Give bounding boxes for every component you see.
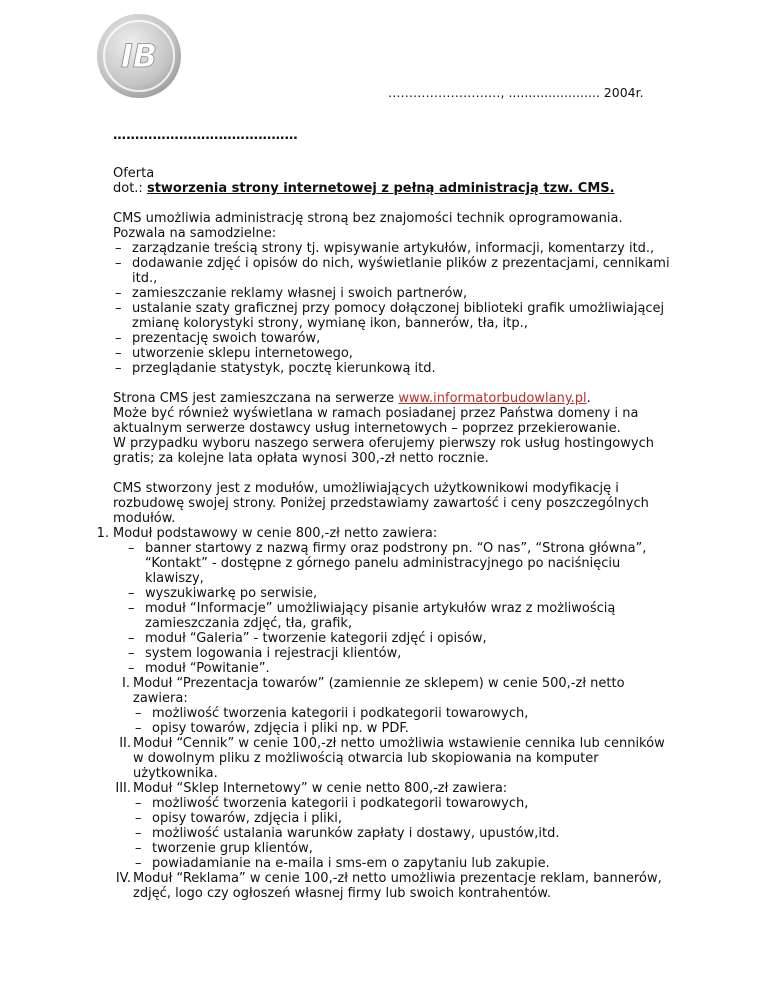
recipient-dots: …………………………………… [113, 128, 298, 143]
module-number: 1. [96, 526, 109, 541]
list-item: – moduł “Powitanie”. [126, 661, 673, 676]
module-title: Moduł “Cennik” w cenie 100,-zł netto umożliwia wstawienie cennika lub cenników w dowolnym pliku z możliwością otwarcia lub skopiowania na komputer użytkownika. [133, 736, 665, 781]
list-item: – moduł “Galeria” - tworzenie kategorii zdjęć i opisów, [126, 631, 673, 646]
list-item: – banner startowy z nazwą firmy oraz podstrony pn. “O nas”, “Strona główna”, “Kontakt” - dostępne z górnego panelu administracyjnego po naciśnięciu klawiszy, [126, 541, 673, 586]
list-item: – zarządzanie treścią strony tj. wpisywanie artykułów, informacji, komentarzy itd., [113, 241, 673, 256]
list-item: – przeglądanie statystyk, pocztę kierunkową itd. [113, 361, 673, 376]
modules-intro: CMS stworzony jest z modułów, umożliwiających użytkownikowi modyfikację i rozbudowę swojej strony. Poniżej przedstawiamy zawartość i ceny poszczególnych modułów. [113, 481, 649, 526]
list-item: – możliwość tworzenia kategorii i podkategorii towarowych, [133, 796, 673, 811]
module-number: IV. [115, 871, 131, 886]
module-price-list [113, 736, 673, 781]
list-item: – dodawanie zdjęć i opisów do nich, wyświetlanie plików z prezentacjami, cennikami itd., [113, 256, 673, 286]
hosting-line-2: Może być również wyświetlana w ramach posiadanej przez Państwa domeny i na aktualnym serwerze dostawcy usług internetowych – poprzez przekierowanie. [113, 406, 639, 436]
server-link[interactable]: www.informatorbudowlany.pl [398, 391, 587, 406]
subject-prefix: dot.: [113, 181, 147, 196]
place-date-line: ………………………, ....................... 2004r. [388, 85, 644, 100]
module-advertising [113, 871, 673, 901]
module-product-presentation-list [133, 706, 673, 736]
hosting-prefix: Strona CMS jest zamieszczana na serwerze [113, 391, 399, 406]
list-item: – możliwość tworzenia kategorii i podkategorii towarowych, [133, 706, 673, 721]
subject-text: stworzenia strony internetowej z pełną administracją tzw. CMS. [146, 181, 615, 196]
offer-title: Oferta [113, 166, 155, 181]
list-item: – system logowania i rejestracji klientów, [126, 646, 673, 661]
features-intro-2: Pozwala na samodzielne: [113, 226, 277, 241]
module-title: Moduł “Sklep Internetowy” w cenie netto 800,-zł zawiera: [133, 781, 508, 796]
hosting-suffix: . [586, 391, 591, 406]
list-item: – zamieszczanie reklamy własnej i swoich partnerów, [113, 286, 673, 301]
module-title: Moduł podstawowy w cenie 800,-zł netto zawiera: [113, 526, 438, 541]
list-item: – utworzenie sklepu internetowego, [113, 346, 673, 361]
module-title: Moduł “Prezentacja towarów” (zamiennie ze sklepem) w cenie 500,-zł netto zawiera: [133, 676, 625, 706]
logo-text: IB [120, 37, 158, 75]
company-logo [96, 13, 182, 99]
list-item: – powiadamianie na e-maila i sms-em o zapytaniu lub zakupie. [133, 856, 673, 871]
features-intro-1: CMS umożliwia administrację stroną bez znajomości technik oprogramowania. [113, 211, 623, 226]
module-number: I. [122, 676, 130, 691]
list-item: – prezentację swoich towarów, [113, 331, 673, 346]
module-product-presentation [113, 676, 673, 736]
list-item: – wyszukiwarkę po serwisie, [126, 586, 673, 601]
module-online-shop [113, 781, 673, 871]
list-item: – moduł “Informacje” umożliwiający pisanie artykułów wraz z możliwością zamieszczania zdjęć, tła, grafik, [126, 601, 673, 631]
module-online-shop-list [133, 796, 673, 871]
module-basic [96, 526, 673, 676]
offer-subject [113, 181, 673, 196]
module-basic-list [126, 541, 673, 676]
features-list [113, 241, 673, 376]
list-item: – opisy towarów, zdjęcia i pliki np. w PDF. [133, 721, 673, 736]
document-body [96, 166, 673, 901]
list-item: – ustalanie szaty graficznej przy pomocy dołączonej biblioteki grafik umożliwiającej zmianę kolorystyki strony, wymianę ikon, bannerów, tła, itp., [113, 301, 673, 331]
list-item: – możliwość ustalania warunków zapłaty i dostawy, upustów,itd. [133, 826, 673, 841]
list-item: – opisy towarów, zdjęcia i pliki, [133, 811, 673, 826]
hosting-line-1 [113, 391, 673, 406]
hosting-line-3: W przypadku wyboru naszego serwera oferujemy pierwszy rok usług hostingowych gratis; za kolejne lata opłata wynosi 300,-zł netto rocznie. [113, 436, 654, 466]
module-title: Moduł “Reklama” w cenie 100,-zł netto umożliwia prezentacje reklam, bannerów, zdjęć, logo czy ogłoszeń własnej firmy lub swoich kontrahentów. [133, 871, 662, 901]
module-number: II. [119, 736, 131, 751]
module-number: III. [115, 781, 131, 796]
list-item: – tworzenie grup klientów, [133, 841, 673, 856]
